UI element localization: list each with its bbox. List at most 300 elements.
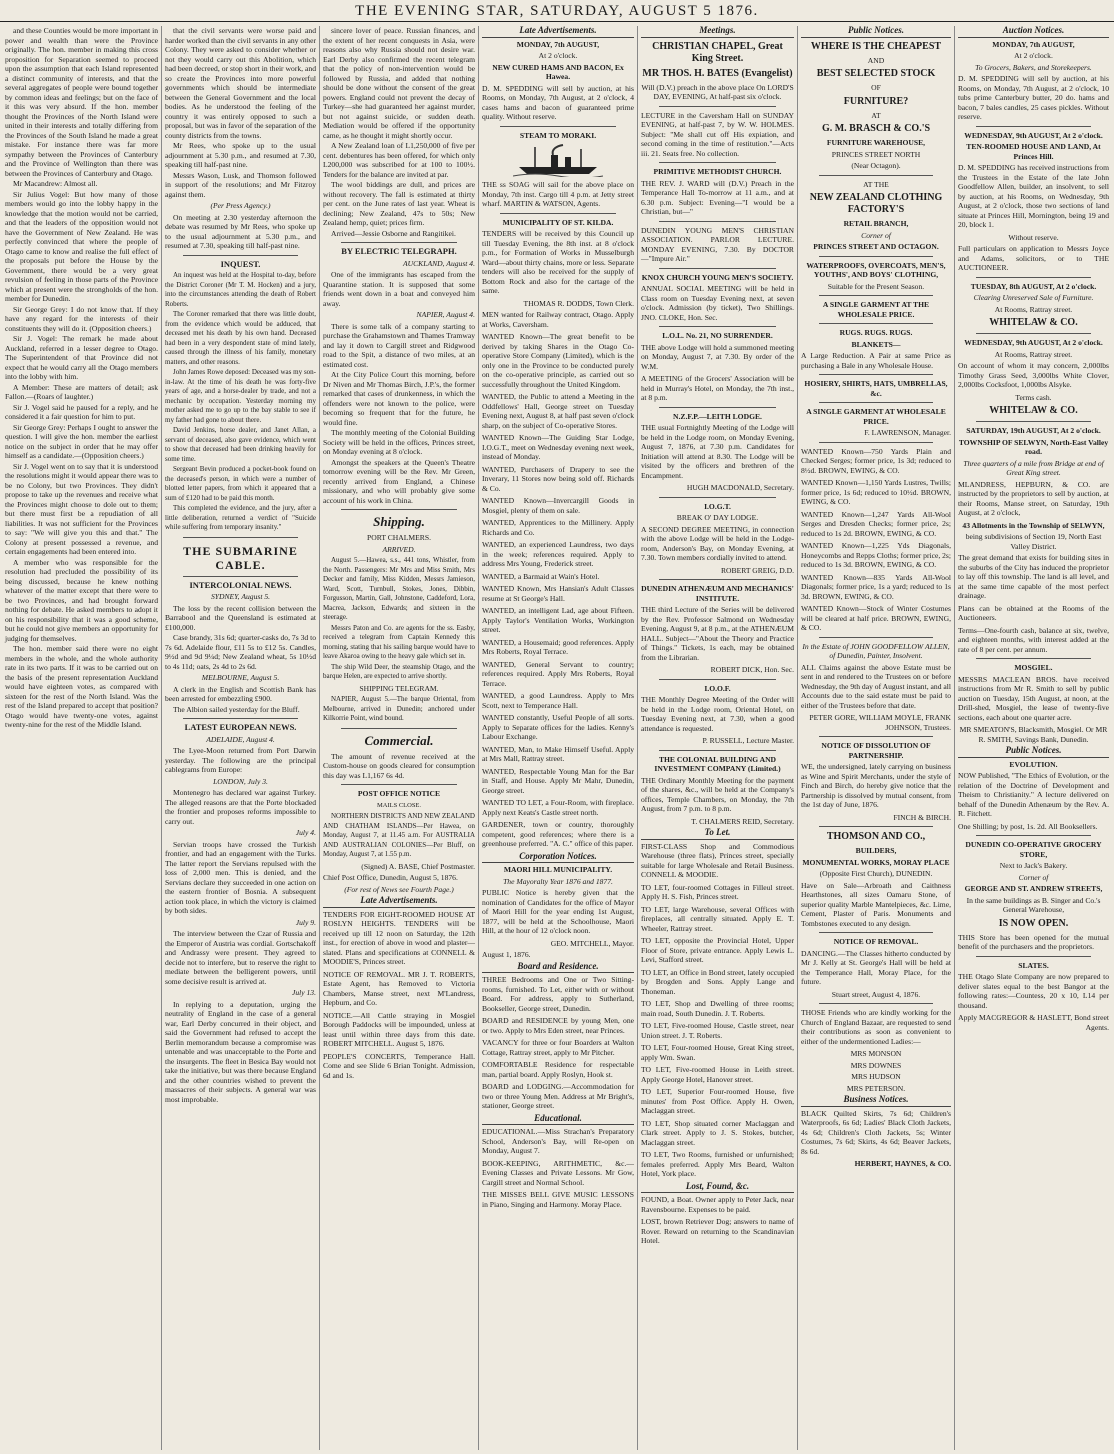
text-line: being subdivisions of Section 19, North East Valley District. [965,532,1102,551]
educational-heading: Educational. [482,1114,634,1126]
advertisement: NOTICE OF REMOVAL. MR J. T. ROBERTS, Estate Agent, has Removed to Victoria Chambers, Manse street, next M'Landress, Hepburn, and Co. [323,969,475,1007]
text-line: MONUMENTAL WORKS, MORAY PLACE [802,857,950,867]
column-3 [319,26,478,1450]
text-line: FURNITURE WAREHOUSE, [826,138,926,147]
knox-heading: KNOX CHURCH YOUNG MEN'S SOCIETY. [641,272,794,282]
text-line: Corner of [1018,872,1049,882]
sale-date: MONDAY, 7th AUGUST, [992,39,1075,49]
meetings-heading: Meetings. [641,26,794,38]
text-line: At Rooms, Rattray street. [994,304,1073,314]
text-line: Suitable for the Present Season. [827,281,925,291]
paragraph: Arrived—Jessie Osborne and Rangitikei. [331,228,456,238]
advertisement: THE Ordinary Monthly Meeting for the payment of the shares, &c., will be held at the Company's offices, Temple Chambers, on Monday, the 7th August, from 7 p.m. to 8 p.m. [641,775,794,813]
column-5 [637,26,797,1450]
advertisement: Plans can be obtained at the Rooms of the Auctioneers. [958,603,1109,622]
advertisement: WANTED Known—Invercargill Goods in Mosgiel, plenty of them on sale. [482,496,634,515]
text-line: Stuart street, August 4, 1876. [831,989,921,999]
telegram-heading: SHIPPING TELEGRAM. [359,683,439,693]
advertisement: WANTED Known—1,247 Yards All-Wool Serges and Dresden Checks; former price, 2s; reduced to 1s 2d. BROWN, EWING, & CO. [801,509,951,538]
dateline: NAPIER, August 4. [416,310,475,319]
kilda-heading: MUNICIPALITY OF ST. KILDA. [502,217,614,227]
text-line: RETAIL BRANCH, [843,219,909,228]
divider [341,784,457,785]
text-line: WATERPROOFS, OVERCOATS, MEN'S, YOUTHS', AND BOYS' CLOTHING, [806,260,946,279]
advertisement: FIRST-CLASS Shop and Commodious Warehouse (three flats), Princes street, specially suitable for large Wholesale and Retail Business. CONNELL & MOODIE. [641,841,794,879]
divider [659,221,776,222]
paragraph: Messrs Paton and Co. are agents for the ss. Easby, received a telegram from Captain Kennedy this morning, stating that his sailing barque would have to leave Akaroa owing to the heavy gale which set in. [323,623,475,660]
advertisement: ALL Claims against the above Estate must be sent in and rendered to the Trustees on or before Wednesday, the 9th day of August instant, and all Accounts due to the said estate must be paid to either of the Trustees before that date. [801,662,951,710]
paragraph: There is some talk of a company starting to purchase the Grahamstown and Thames Tramway and lay it down to Cargill street and Ridgwood road to the Spit, a distance of two miles, at an estimated cost. [323,321,475,369]
advertisement: TO LET, Superior Four-roomed House, five minutes' from Post Office. Apply H. Owen, Maclaggan street. [641,1087,794,1115]
european-heading: LATEST EUROPEAN NEWS. [184,722,297,732]
advertisement: THE third Lecture of the Series will be delivered by the Rev. Professor Salmond on Wednesday Evening, August 9, at 8 p.m., at the ATHENÆUM HALL. Subject—"About the Theory and Practice of Things." Tickets, 1s each, may be obtained from the Librarian. [641,605,794,662]
divider [819,442,933,443]
estate-heading: In the Estate of JOHN GOODFELLOW ALLEN, of Dunedin, Painter, Insolvent. [802,641,950,660]
advertisement: TO LET, Two Rooms, furnished or unfurnished; females preferred. Apply Mrs Beard, Walton Hotel, York place. [641,1150,794,1178]
prim-heading: PRIMITIVE METHODIST CHURCH. [653,167,782,176]
dateline: July 13. [291,988,316,997]
divider [819,256,933,257]
divider [341,509,457,510]
paragraph: Sir J. Vogel said he paused for a reply, and he considered it a fair question for him to put. [5,402,158,421]
signature: Apply MACGREGOR & HASLETT, Bond street Agents. [958,1013,1109,1032]
advertisement: WANTED constantly, Useful People of all sorts. Apply to Separate offices for the ladies. Kenny's Labour Exchange. [482,713,634,741]
divider [976,277,1091,278]
column-6 [797,26,954,1450]
divider [976,421,1091,422]
steam-heading: STEAM TO MORAKI. [519,130,597,140]
advertisement: MEN wanted for Railway contract, Otago. Apply at Works, Caversham. [482,310,634,329]
signature: T. CHALMERS REID, Secretary. [691,816,794,826]
advertisement: EDUCATIONAL.—Miss Strachan's Preparatory School, Anderson's Bay, will Re-open on Monday, August 7. [482,1127,634,1155]
divider [819,175,933,176]
sale-date: WEDNESDAY, 9th AUGUST, At 2 o'clock. [964,338,1103,347]
lol-heading: L.O.L. No. 21, NO SURRENDER. [662,331,773,340]
advertisement: WANTED Known—Stock of Winter Costumes will be cleared at half price. BROWN, EWING, & CO. [801,604,951,632]
athenaeum-heading: DUNEDIN ATHENÆUM AND MECHANICS' INSTITUTE. [641,584,794,603]
signature: HUGH MACDONALD, Secretary. [686,483,794,492]
list-item: MRS MONSON [850,1049,902,1058]
advertisement: NOW Published, "The Ethics of Evolution, or the relation of the Doctrine of Development and Theism to Christianity." A lecture delivered on behalf of the Dunedin Athenæum by the Rev. A. R. Fitchett. [958,771,1109,818]
public-notices-heading: Public Notices. [801,26,951,38]
paragraph: The amount of revenue received at the Custom-house on goods cleared for consumption this day was L1,167 6s 4d. [323,751,475,780]
ioof-heading: I.O.O.F. [704,683,731,693]
paragraph: David Jenkins, horse dealer, and Janet Allan, a servant of deceased, also gave evidence, which went to show that deceased had been drinking heavily for some time. [165,426,316,463]
text-line: HOSIERY, SHIRTS, HATS, UMBRELLAS, &c. [804,379,948,398]
text-line: OF [871,83,881,92]
advertisement: WANTED, a Barmaid at Wain's Hotel. [482,571,600,581]
divider [819,295,933,296]
board-heading: Board and Residence. [482,962,634,974]
lost-found-heading: Lost, Found, &c. [641,1182,794,1194]
divider [976,956,1091,957]
signature: PETER GORE, WILLIAM MOYLE, FRANK JOHNSON, Trustees. [809,713,951,732]
advertisement: THE Monthly Degree Meeting of the Order will be held in the Lodge room, Oriental Hotel, on Tuesday Evening next, at 7.30, when a good attendance is requested. [641,695,794,733]
public-notices-heading: Public Notices. [958,746,1109,758]
port-heading: PORT CHALMERS. [367,533,431,542]
paragraph: A New Zealand loan of L1,250,000 of five per cent. debentures has been offered, for which only L200,000 was subscribed for at 100 to 100½. Tenders for the balance are invited at par. [323,141,475,179]
advertisement: NOTICE.—All Cattle straying in Mosgiel Borough Paddocks will be impounded, unless at least until within three days from this date. ROBERT MITCHELL. August 5, 1876. [323,1010,475,1048]
advertisement: A Large Reduction. A Pair at same Price as purchasing a Bale in any Wholesale House. [801,351,951,370]
signature: ROBERT DICK, Hon. Sec. [710,665,794,674]
advertisement: THREE Bedrooms and One or Two Sitting-rooms, furnished. To Let, either with or without Board. For address, apply to Sutherland, Bookseller, George street, Dunedin. [482,975,634,1013]
sale-date: TUESDAY, 8th AUGUST, At 2 o'clock. [970,281,1097,291]
advertisement: WANTED, Respectable Young Man for the Bar in Staff, and House. Apply Mr Mahr, Dunedin, George street. [482,766,634,795]
open-heading: IS NOW OPEN. [998,917,1069,929]
advertisement: THE above Lodge will hold a summoned meeting on Monday, August 7, at 7.30. By order of the W.M. [641,342,794,371]
divider [500,213,616,214]
paragraph: John James Rowe deposed: Deceased was my son-in-law. At the time of his death he was forty-five years of age, and a horse-dealer by trade, and not a mechanic by occupation. Yesterday morning my mother asked me to go up to the bay stable to see if my father had gone to about there. [165,368,316,424]
divider [819,323,933,324]
paragraph: Sir Julius Vogel: But how many of those members would go into the lobby happy in the knowledge that the motion would not be carried, and that the leaders of the opposition would not have the Government of New Zealand. He was perfectly convinced that where the people of Otago came to know and realise the full effect of the proposals put before the House by the Government, there would be a very great revulsion of feeling in those parts of the Province which at present were the strongholds of the hon. member for Dunedin. [5,189,158,303]
advertisement: TO LET, Five-roomed House in Leith street. Apply George Hotel, Hanover street. [641,1065,794,1084]
text-line: Terms cash. [1015,392,1052,402]
dateline: MELBOURNE, August 5. [201,673,280,682]
corporation-heading: Corporation Notices. [482,852,634,864]
signature: F. LAWRENSON, Manager. [864,428,951,437]
signature: August 1, 1876. [482,950,531,959]
paragraph: Sir George Grey: I do not know that. If they have any regard for the interests of their constituents they will do it. (Opposition cheers.) [5,304,158,333]
paragraph: Messrs Wason, Lusk, and Thomson followed in support of the resolutions; and Mr Fitzroy against them. [165,170,316,199]
paragraph: One of the immigrants has escaped from the Quarantine station. It is supposed that some friends went down in a boat and conveyed him away. [323,270,475,308]
maori-heading: MAORI HILL MUNICIPALITY. [503,865,613,874]
advertisement: One Shilling; by post, 1s. 2d. All Booksellers. [958,821,1098,831]
paragraph: The ship Wild Deer, the steamship Otago, and the barque Helen, are expected to arrive shortly. [323,662,475,680]
telegraph-heading: BY ELECTRIC TELEGRAPH. [341,246,457,256]
text-line: Clearing Unreserved Sale of Furniture. [973,293,1094,302]
cheapest-heading: WHERE IS THE CHEAPEST [810,40,942,52]
coop-heading: DUNEDIN CO-OPERATIVE GROCERY STORE, [965,840,1102,859]
text-line: Next to Jack's Bakery. [999,861,1068,870]
paragraph: Mr Macandrew: Almost all. [13,179,98,188]
arrived-label: ARRIVED. [382,544,416,554]
divider [659,750,776,751]
divider [659,679,776,680]
paragraph: The Lyee-Moon returned from Port Darwin yesterday. The following are the principal cablegrams from Europe: [165,746,316,774]
text-line: BUILDERS, [855,846,897,855]
text-line: BLANKETS— [851,339,901,349]
agency-note: (Per Press Agency.) [210,201,271,210]
advertisement: D. M. SPEDDING will sell by auction, at his Rooms, on Monday, 7th August, at 2 o'clock, 10 tubs prime Canterbury butter, 20 do. hams and bacon, 7 bales candles, 25 cases pickles. Without reserve. [958,74,1109,121]
divider [976,126,1091,127]
sale-title: NEW CURED HAMS AND BACON, Ex Hawea. [492,62,624,81]
commercial-heading: Commercial. [364,732,434,748]
divider [659,106,776,107]
text-line: 43 Allotments in the Township of SELWYN, [962,520,1105,530]
advertisement: BLACK Quilted Skirts, 7s 6d; Children's Waterproofs, 6s 6d; Ladies' Black Cloth Jackets, 4s 6d; Children's Cloth Jackets, 5s; Winter Costumes, 7s 6d; Skirts, 4s 6d; Beaver Jackets, 8s 6d. [801,1108,951,1156]
dateline: July 4. [295,828,316,837]
text-line: AND [867,55,885,65]
business-heading: Business Notices. [801,1095,951,1107]
advertisement: GARDENER, town or country, thoroughly competent, good references; where there is a greenhouse preferred. "A. C." office of this paper. [482,820,634,848]
advertisement: TO LET, Four-roomed House, Great King street, apply Wm. Swan. [641,1043,794,1062]
inquest-heading: INQUEST. [220,258,261,269]
advertisement: On account of whom it may concern, 2,000lbs Timothy Grass Seed, 3,000lbs White Clover, 2,000lbs Cocksfoot, 1,000lbs Alsyke. [958,361,1109,389]
advertisement: BOOK-KEEPING, ARITHMETIC, &c.—Evening Classes and Private Lessons. Mr Gow, Cargill street and Normal School. [482,1158,634,1187]
paragraph: August 5.—Hawea, s.s., 441 tons, Whistler, from the North. Passengers: Mr Mrs and Miss Smith, Mrs Decker and family, Miss Kidden, Messrs Jamieson, Ward, Scott, Turnbull, Stokes, Jones, Dibbin, Forgusson, Martin, Gall, Johnstone, Caddeford, Lora, Macrea, Jackson, Edwards; and sixteen in the steerage. [323,556,475,621]
masthead [0,0,1114,22]
advertisement: THE Otago Slate Company are now prepared to deliver slates equal to the best Bangor at the following rates:—Countess, 20 x 10, L14 per thousand. [958,972,1109,1010]
column-2 [161,26,319,1450]
text-line: Three quarters of a mile from Bridge at end of Great King street. [963,458,1104,477]
whitelaw-heading: WHITELAW & CO. [989,317,1078,328]
advertisement: ANNUAL SOCIAL MEETING will be held in Class room on Tuesday Evening next, at seven o'clock. Admission (by ticket), Two Shillings. JNO. CLOKE, Hon. Sec. [641,284,794,322]
divider [819,637,933,638]
advertisement: WANTED, a good Laundress. Apply to Mrs Scott, next to Temperance Hall. [482,691,634,710]
signature: (Signed) A. BASE, Chief Postmaster. [361,861,475,871]
divider [659,326,776,327]
sale-date: MONDAY, 7th AUGUST, [516,39,600,49]
late-heading: Late Advertisements. [482,26,634,38]
colonial-heading: THE COLONIAL BUILDING AND INVESTMENT COMPANY (Limited.) [654,754,781,773]
text-line: PRINCES STREET NORTH [831,149,921,159]
text-line: In the same buildings as B. Singer and Co.'s General Warehouse, [966,895,1101,914]
text-line: A SINGLE GARMENT AT THE WHOLESALE PRICE. [822,300,930,319]
divider [819,932,933,933]
paragraph: A Member: These are matters of detail; ask Fallon.—(Roars of laughter.) [5,382,158,401]
divider [341,728,457,729]
advertisement: THIS Store has been opened for the mutual benefit of the purchasers and the proprietors. [958,932,1109,951]
chapel-heading: CHRISTIAN CHAPEL, Great King Street. [652,40,783,64]
advertisement: WANTED, an experienced Laundress, two days in the week; references required. Apply to address Mrs Young, Frederick street. [482,540,634,568]
advertisement: WANTED, General Servant to country; references required. Apply Mrs Roberts, Royal Terrace. [482,659,634,688]
masthead-title: THE EVENING STAR, SATURDAY, AUGUST 5 1876. [355,3,759,19]
advertisement: TO LET, an Office in Bond street, lately occupied by Brogden and Sons. Apply Lange and Thoneman. [641,967,794,996]
paragraph: NAPIER, August 5.—The barque Oriental, from Melbourne, arrived in Dunedin; anchored under Kilkorrie Point, wind bound. [323,695,475,722]
advertisement: PEOPLE'S CONCERTS, Temperance Hall. Come and see Slide 6 Brian Tonight. Admission, 6d and 1s. [323,1051,475,1080]
advertisement: THE ss SOAG will sail for the above place on Monday, 7th inst. Cargo till 4 p.m. at Jetty street wharf. MARTIN & WATSON, Agents. [482,180,634,208]
divider [500,126,616,127]
dateline: AUCKLAND, August 4. [402,258,475,268]
list-item: MRS HUDSON [851,1072,901,1081]
sale-date: SATURDAY, 19th AUGUST, At 2 o'clock. [966,426,1101,435]
paragraph: and these Counties would be more important in power and wealth than were the Province originally. The hon. member in making this cross proposition for Separation seemed to proceed upon the assumption that each Island represented a distinct community of interests, and that the several aggregates of people were bound together by common ideas and feelings; but on the face of it this was very absurd. If the hon. member thought the Provinces of the North Island were united in their interests and totally differing from the Provinces of the South Island he made a great mistake. For instance there was far more sympathy between the Provinces of Canterbury and the Province of Wellington than there was between the Provinces of Canterbury and Otago. [5,26,158,178]
steamship-icon [513,143,603,177]
advertisement: BOARD and LODGING.—Accommodation for two or three Young Men. Address at Mr Bright's, stationer, George street. [482,1082,634,1110]
mayoralty-line: The Mayoralty Year 1876 and 1877. [503,876,613,886]
sale-date: WEDNESDAY, 9th AUGUST, At 2 o'clock. [964,130,1103,140]
paragraph: NORTHERN DISTRICTS AND NEW ZEALAND AND CHATHAM ISLANDS—Per Hawea, on Monday, August 7, at 11.45 a.m. For AUSTRALIA AND AUSTRALIAN COLONIES—Per Bluff, on Monday, August 7, at 1.55 p.m. [323,812,475,858]
advertisement: TO LET, four-roomed Cottages in Filleul street. Apply H. S. Fish, Princes street. [641,882,794,901]
signature: MR SMEATON'S, Blacksmith, Mosgiel. Or MR R. SMITH, Savings Bank, Dunedin. [959,725,1108,744]
advertisement: TO LET, large Warehouse, several Offices with fireplaces, all centrally situated. Apply E. T. Wheeler, Rattray street. [641,904,794,933]
removal-heading: NOTICE OF REMOVAL. [833,937,919,946]
text-line: To Grocers, Bakers, and Storekeepers. [975,62,1092,72]
sale-time: At 2 o'clock. [538,51,578,60]
paragraph: that the civil servants were worse paid and harder worked than the civil servants in any other Colony. They were asked to consider whether or not they would carry out this Abolition, which had been decreed, or stop short in their work, and so create the Provinces into more powerful governments which should be intermediate between the General Government and the local bodies. As he understood the feeling of the country it was entirely opposed to such a proposal, but was in favor of the separation of the county districts from the towns. [165,26,316,140]
advertisement: THE usual Fortnightly Meeting of the Lodge will be held in the Lodge room, on Monday Evening, August 7, 1876, at 7.30 p.m. Candidates for Initiation will attend at 8.30. The Lodge will be visited by the officers and brethren of the Encampment. [641,423,794,480]
paragraph: The wool biddings are dull, and prices are without recovery. The fall is estimated at thirty per cent. on the June rates of last year. Wheat is declining; New Zealand, 47s to 50s; New Zealand hemp, quiet; prices firm. [323,180,475,227]
dateline: July 9. [295,917,316,927]
divider [183,537,298,538]
divider [819,736,933,737]
text-line: GEORGE AND ST. ANDREW STREETS, [964,884,1103,893]
divider [819,402,933,403]
sale-time: At 2 o'clock. [1014,51,1053,60]
advertisement: D. M. SPEDDING has received instructions from the Trustees in the Estate of the late John Goodfellow Allen, builder, an insolvent, to sell by auction, at his Rooms, on Wednesday, 9th August, at 2 o'clock, those two sections of land situate at Princes Hill, Mornington, being 19 and 20, block 1. [958,163,1110,229]
advertisement: WANTED, the Public to attend a Meeting in the Oddfellows' Hall, George street on Tuesday Evening next, August 8, at half past seven o'clock sharp, on the subject of Co-operative Stores. [482,392,634,430]
advertisement: DANCING.—The Classes hitherto conducted by Mr J. Kelly at St. George's Hall will be held at the Temperance Hall, Moray Place, for the future. [801,948,951,986]
text-line: Corner of [861,230,891,240]
list-item: MRS PETERSON. [846,1083,906,1093]
list-item: MRS DOWNES [850,1060,902,1070]
advertisement: WANTED Known—1,225 Yds Diagonals, Honeycombs and Repps Cloths; former price, 2s; reduced to 1s 3d. BROWN, EWING, & CO. [801,541,951,569]
divider [659,162,776,163]
advertisement: A MEETING of the Grocers' Association will be held in Murray's Hotel, on Monday, the 7th inst., at 8 p.m. [641,374,794,402]
signature: P. RUSSELL, Lecture Master. [702,736,794,745]
divider [341,242,457,243]
dateline: SYDNEY, August 5. [210,592,271,601]
nz-clothing-heading: NEW ZEALAND CLOTHING FACTORY'S [809,192,943,215]
advertisement: TO LET, opposite the Provincial Hotel, Upper Floor of Store, private entrance. Apply Lewis L. Levi, Stafford street. [641,936,794,964]
divider [976,835,1091,836]
advertisement: WANTED Known—835 Yards All-Wool Diagonals; former price, 1s a yard; reduced to 1s 3d. BROWN, EWING, & CO. [801,572,951,601]
best-stock-heading: BEST SELECTED STOCK [816,68,936,79]
paragraph: The interview between the Czar of Russia and the Emperor of Austria was cordial. Gortschakoff and Andrassy were present. They agreed to decide not to interfere, but to reserve the right to mediate between the belligerent powers, until some decisive result is arrived at. [165,929,316,986]
advertisement: Have on Sale—Arbroath and Caithness Hearthstones, all sizes Oamaru Stone, of superior quality Marble Mantelpieces, &c. Lime, Cement, Plaster of Paris. Monuments and Tombstones executed to any design. [801,880,951,928]
text-line: PRINCES STREET AND OCTAGON. [813,242,939,251]
paragraph: Sergeant Bevin produced a pocket-book found on the deceased's person, in which were a number of blotted letter papers, from which it appeared that a sum of £120 had to be paid this month. [165,465,316,502]
paragraph: Sir J. Vogel: The remark he made about Auckland, referred in a lesser degree to Otago. The Superintendent of that Province did not expect that he would carry all the Otago members into the lobby with him. [5,334,158,381]
divider [976,658,1091,659]
thomson-heading: THOMSON AND CO., [826,831,926,842]
divider [659,579,776,580]
advertisement: THE REV. J. WARD will (D.V.) Preach in the Temperance Hall To-morrow at 11 a.m., and at 6.30 p.m. Subject: Evening—"I would be a Christian, but—" [641,178,794,216]
furniture-heading: FURNITURE? [843,95,909,107]
mosgiel-heading: MOSGIEL. [1014,663,1053,672]
advertisement: The great demand that exists for building sites in the suburbs of the City has induced the proprietor to lay off this township. The land is all level, and at the same time capable of the most perfect drainage. [958,553,1109,600]
advertisement: WANTED, Man, to Make Himself Useful. Apply at Mrs Mall, Rattray street. [482,744,634,763]
paragraph: sincere lover of peace. Russian finances, and the extent of her recent conquests in Asia, were reasons also why Russia should not desire war. Earl Derby also confirmed the recent telegram that the policy of non-intervention would be followed by Russia, and added that nothing should be done without the consent of the great powers. England could not prevent the decay of Turkey—she had guaranteed her against murder, but not against suicide, or sudden death. Mediation would be offered if the opportunity came, as he thought it might shortly occur. [323,26,475,140]
text-line: (Near Octagon). [851,161,901,170]
paragraph: In replying to a deputation, urging the neutrality of England in the case of a general war, Earl Derby concurred in their object, and said the Government had refused to accept the Berlin memorandum because a compromise was untenable and was unacceptable to the Porte and the insurgents. The fleet in Besica Bay would not take the initiative, but was there because England and the other countries wished to prevent the massacres of their subjects. A general war was most improbable. [165,999,316,1104]
divider [659,268,776,269]
text-line: RUGS. RUGS. RUGS. [839,328,913,337]
advertisement: WANTED Known—The Guiding Star Lodge, I.O.G.T., meet on Wednesday evening next week, instead of Monday. [482,433,634,461]
paragraph: The Coroner remarked that there was little doubt, from the evidence which would be adduced, that deceased met his death by his own hand. Deceased had been in a very despondent state of mind lately, caused through the illness of his family, monetary matters, and other reasons. [165,310,316,366]
advertisement: DUNEDIN YOUNG MEN'S CHRISTIAN ASSOCIATION. PARLOR LECTURE. MONDAY EVENING, 7.30. By DOCTOR—"Impure Air." [641,225,794,263]
cable-heading: THE SUBMARINE CABLE. [183,543,298,572]
advertisement: A SECOND DEGREE MEETING, in connection with the above Lodge will be held in the Lodge-room, Anderson's Bay, on Monday Evening, at 7.30. Town members cordially invited to attend. [641,524,794,562]
advertisement: WANTED Known—750 Yards Plain and Checked Serges; former price, 1s 3d; reduced to 8½d. BROWN, EWING, & CO. [801,446,951,475]
advertisement: MLANDRESS, HEPBURN, & CO. are instructed by the proprietors to sell by auction, at their Rooms, Manse street, on Saturday, 19th August, at 2 o'clock, [958,479,1109,517]
divider [659,497,776,498]
paragraph: At the City Police Court this morning, before Dr Niven and Mr Thomas Birch, J.P.'s, the former remarked that cases of drunkenness, in which the offenders were not known to the police, were becoming so frequent that for the future, he would fine. [323,370,475,427]
advertisement: TO LET, Shop situated corner Maclaggan and Clark street. Apply to J. S. Stokes, butcher, Maclaggan street. [641,1118,794,1147]
intercolonial-heading: INTERCOLONIAL NEWS. [189,579,292,590]
fourth-page-note: (For rest of News see Fourth Page.) [344,884,454,894]
signature: ROBERT GREIG, D.D. [720,565,794,575]
paragraph: Servian troops have crossed the Turkish frontier, and had an engagement with the Turks. The latter report the Servians repulsed with the loss of 2,000 men. This is denied, and the Servians declare they succeeded in one action on the eastern frontier of Bosnia. A subsequent action took place, in which the victory is claimed by both sides. [165,839,316,915]
advertisement: BOARD and RESIDENCE by young Men, one or two. Apply to Mrs Eden street, near Princes. [482,1016,634,1035]
advertisement: FOUND, a Boat. Owner apply to Peter Jack, near Ravensbourne. Expenses to be paid. [641,1195,794,1214]
column-1 [2,26,161,1450]
advertisement: Will (D.V.) preach in the above place On LORD'S DAY, EVENING, At half-past six o'clock. [641,82,794,101]
paragraph: A member who was responsible for the resolution had precluded the possibility of its being discussed, because he knew nothing whatever of the matter except that there were to be two Provinces, and had brought forward nothing for debate. He asked members to adopt it on his responsibility that it was a good scheme, but he could not give members an opportunity for judging for themselves. [5,557,158,643]
dateline: ADELAIDE, August 4. [206,734,275,744]
paragraph: Sir J. Vogel went on to say that it is understood the resolutions might it would appear there was to be no Colony, but two Provinces. They didn't propose to take up the revenues and receive what the Provinces might choose to dole out to them; but there must first be a repudiation of all liabilities. It was not sufficient for the Provinces to say: "We will give you this and that." The Colony at present possessed a revenue, and certain engagements had been entered into. [5,461,158,556]
text-line: TEN-ROOMED HOUSE AND LAND, At Princes Hill. [966,142,1101,161]
shipping-heading: Shipping. [373,514,425,529]
divider [659,407,776,408]
divider [819,374,933,375]
advertisement: THOSE Friends who are kindly working for the Church of England Bazaar, are requested to send their contributions as soon as convenient to either of the undermentioned Ladies:— [801,1008,951,1046]
advertisement: Full particulars on application to Messrs Joyce and Adams, solicitors, or to THE AUCTIONEER. [958,244,1109,272]
advertisement: WANTED Known, Mrs Hansian's Adult Classes resume at St George's Hall. [482,584,634,603]
advertisement: WANTED, Purchasers of Drapery to see the Inverary, 11 Stores now being sold off. Richards & Co. [482,464,634,493]
paragraph: The monthly meeting of the Colonial Building Society will be held in the offices, Princes street, on Monday evening at 8 o'clock. [323,428,475,456]
paragraph: The Albion sailed yesterday for the Bluff. [173,704,300,714]
divider [183,718,298,719]
signature: FINCH & BIRCH. [893,812,951,822]
paragraph: The hon. member said there were no eight members in the whole, and the whole authority rate in its two parts. If it was to be carried out on the basis of the present representation Auckland would have eighteen votes, as compared with sixteen for the rest of the North Island. Was the rest of the Island prepared to accept that position? Otago would have twenty-one votes, against twenty-nine for the rest of the Middle Island. [5,644,158,729]
paragraph: Montenegro has declared war against Turkey. The alleged reasons are that the Porte blockaded the frontier and proposes reforms impossible to carry out. [165,788,316,826]
dateline: LONDON, July 3. [213,776,268,786]
advertisement: TENDERS FOR EIGHT-ROOMED HOUSE AT ROSLYN HEIGHTS. TENDERS will be received up till 12 noon on Saturday, the 12th inst., for erection of above in wood and plaster—slated. Plans and specifications at CONNELL & MOODIE'S, Princes street. [323,909,475,966]
to-let-heading: To Let. [641,828,794,840]
divider [183,576,298,577]
advertisement: THE MISSES BELL GIVE MUSIC LESSONS in Piano, Singing and Harmony. Moray Place. [482,1190,634,1209]
advertisement: MESSRS MACLEAN BROS. have received instructions from Mr R. Smith to sell by public auction on Tuesday, 15th August, at noon, at the Drill-shed, Mosgiel, the lease of twenty-five sections, each about one quarter acre. [958,674,1109,722]
iogt-subheading: BREAK O' DAY LODGE. [676,513,759,522]
divider [819,826,933,827]
advertisement: WANTED Known—The great benefit to be derived by taking Shares in the Otago Co-operative Store Company (Limited), which is the only one in the Province to be conducted purely on the co-operative principle, as carried out so successfully throughout the United Kingdom. [482,332,634,389]
late-heading: Late Advertisements. [323,896,475,908]
paragraph: Amongst the speakers at the Queen's Theatre tomorrow evening will be the Rev. Mr Green, recently arrived from England, a Chinese missionary, and who will probably give some account of his work in China. [323,457,475,505]
advertisement: TENDERS will be received by this Council up till Tuesday Evening, the 8th inst. at 8 o'clock p.m., for Formation of Works in Musselburgh Ward—about thirty chains, more or less. Separate tenders will also be received for the supply of Bottom Rock and also for the cartage of the same. [482,229,634,295]
bates-heading: MR THOS. H. BATES (Evangelist) [642,67,793,79]
slates-heading: SLATES. [1018,960,1049,970]
divider [819,1003,933,1004]
paragraph: The loss by the recent collision between the Barrabool and the Queensland is estimated at £100,000. [165,603,316,632]
text-line: Without reserve. [1008,232,1059,242]
divider [976,333,1091,334]
paragraph: A clerk in the English and Scottish Bank has been arrested for embezzling £900. [165,684,316,703]
signature: Chief Post Office, Dunedin, August 5, 1876. [323,873,458,882]
advertisement: WANTED, an intelligent Lad, age about Fifteen. Apply Taylor's Ventilation Works, Workington street. [482,606,634,634]
dissolution-heading: NOTICE OF DISSOLUTION OF PARTNERSHIP. [821,741,931,760]
divider [183,255,298,256]
paragraph: An inquest was held at the Hospital to-day, before the District Coroner (Mr T. M. Hocken) and a jury, into the circumstances attending the death of Robert Roberts. [165,271,316,308]
advertisement: VACANCY for three or four Boarders at Walton Cottage, Rattray street, apply to Mr Pitcher. [482,1038,634,1057]
column-4 [478,26,637,1450]
leith-heading: N.Z.F.P.—LEITH LODGE. [673,411,762,421]
text-line: AT THE [863,179,889,189]
signature: GEO. MITCHELL, Mayor. [550,938,634,948]
paragraph: This completed the evidence, and the jury, after a little deliberation, returned a verdict of "Suicide while suffering from temporary insanity." [165,504,316,531]
paragraph: Case brandy, 31s 6d; quarter-casks do, 7s 3d to 7s 6d. Adelaide flour, £11 5s to £12 5s. Candles, 9½d and 9d 9¼d; New Zealand wheat, 5s 10½d to 4s 11d; oats, 2s 4d to 2s 6d. [165,633,316,671]
text-line: A SINGLE GARMENT AT WHOLESALE PRICE. [806,407,946,426]
auction-heading: Auction Notices. [958,26,1109,38]
advertisement: LOST, brown Retriever Dog; answers to name of Rover. Reward on returning to the Scandinavian Hotel. [641,1217,794,1245]
advertisement: WANTED, a Housemaid; good references. Apply Mrs Roberts, Royal Terrace. [482,637,634,656]
evolution-heading: EVOLUTION. [1009,759,1058,769]
post-heading: POST OFFICE NOTICE [357,789,441,798]
text-line: At Rooms, Rattray street. [994,349,1073,359]
paragraph: On meeting at 2.30 yesterday afternoon the debate was resumed by Mr Rees, who spoke up to the usual adjournment at 5.30 p.m., and resumed at 7.30, speaking till half-past nine. [165,212,316,250]
paragraph: Sir George Grey: Perhaps I ought to answer the question. I will give the hon. member the earliest notice on the subject in order that he may offer himself as a candidate.—(Opposition cheers.) [5,422,158,460]
advertisement: TO LET, Shop and Dwelling of three rooms; main road, South Dunedin. J. T. Roberts. [641,999,794,1018]
brasch-heading: G. M. BRASCH & CO.'S [821,123,931,134]
advertisement: TO LET, Five-roomed House, Castle street, near Union street. J. T. Roberts. [641,1021,794,1040]
text-line: (Opposite First Church), DUNEDIN. [819,869,933,878]
advertisement: WANTED, Apprentices to the Millinery. Apply Richards and Co. [482,518,634,537]
signature: HERBERT, HAYNES, & CO. [854,1159,951,1168]
advertisement: WANTED TO LET, a Four-Room, with fireplace. Apply next Keats's Castle street north. [482,798,634,817]
advertisement: WE, the undersigned, lately carrying on business as Wine and Spirit Merchants, under the style of Finch and Birch, do hereby give notice that the Partnership is dissolved by mutual consent, from the 1st day of June, 1876. [801,762,951,809]
advertisement: WANTED Known—1,150 Yards Lustres, Twills; former price, 1s 6d; reduced to 10½d. BROWN, EWING, & CO. [801,478,951,506]
column-7 [954,26,1112,1450]
